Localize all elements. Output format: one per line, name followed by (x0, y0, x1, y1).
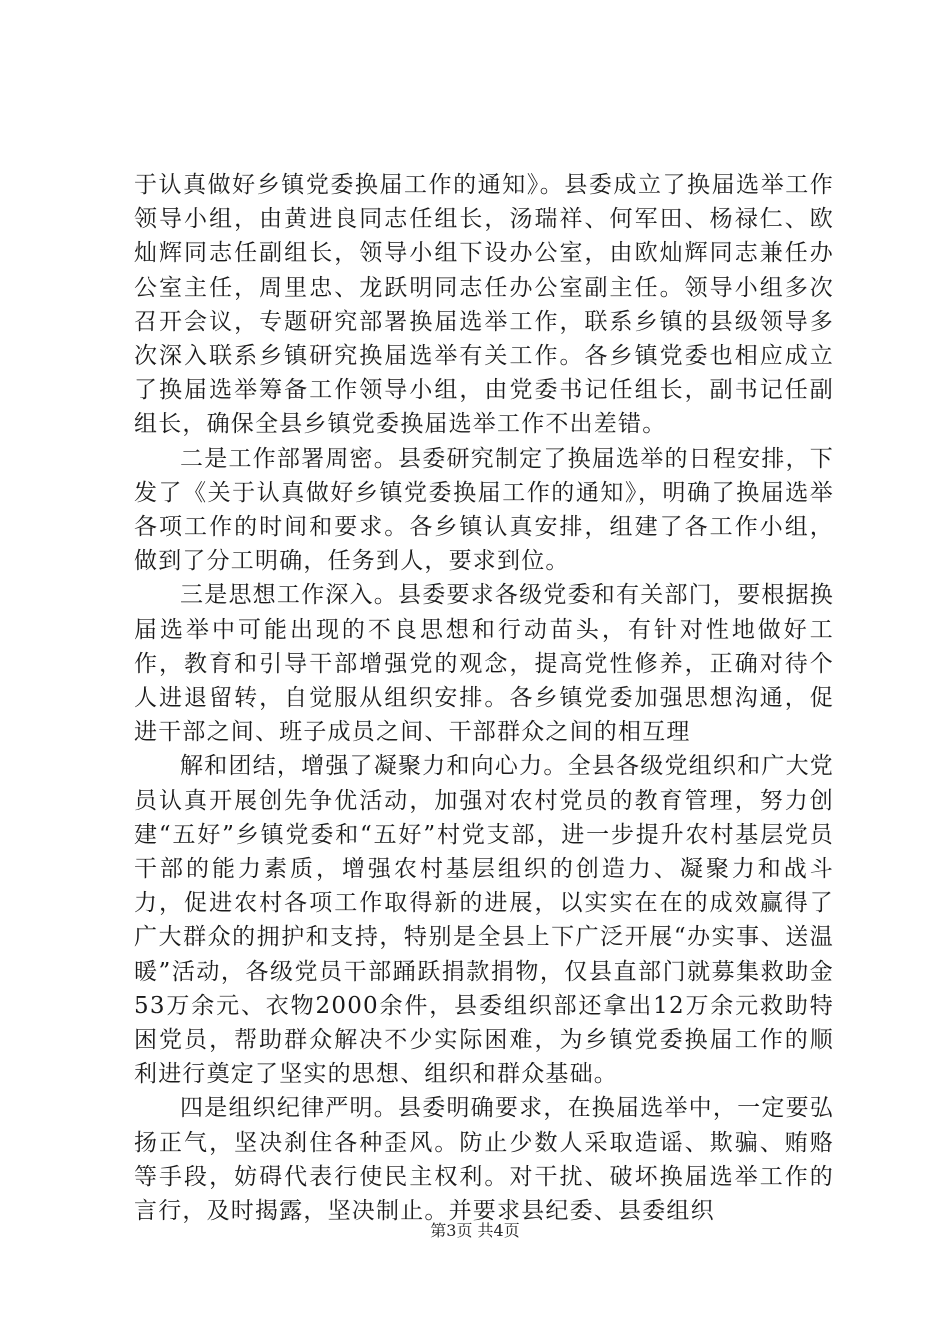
paragraph-ideological-work: 三是思想工作深入。县委要求各级党委和有关部门，要根据换届选举中可能出现的不良思想和行动苗头，有针对性地做好工作，教育和引导干部增强党的观念，提高党性修养，正确对待个人进退留转，自觉服从组织安排。各乡镇党委加强思想沟通，促进干部之间、班子成员之间、干部群众之间的相互理 (134, 582, 834, 746)
paragraph-continuation: 于认真做好乡镇党委换届工作的通知》。县委成立了换届选举工作领导小组，由黄进良同志任组长，汤瑞祥、何军田、杨禄仁、欧灿辉同志任副组长，领导小组下设办公室，由欧灿辉同志兼任办公室主任，周里忠、龙跃明同志任办公室副主任。领导小组多次召开会议，专题研究部署换届选举工作，联系乡镇的县级领导多次深入联系乡镇研究换届选举有关工作。各乡镇党委也相应成立了换届选举筹备工作领导小组，由党委书记任组长，副书记任副组长，确保全县乡镇党委换届选举工作不出差错。 (134, 172, 834, 438)
paragraph-unity: 解和团结，增强了凝聚力和向心力。全县各级党组织和广大党员认真开展创先争优活动，加强对农村党员的教育管理，努力创建“五好”乡镇党委和“五好”村党支部，进一步提升农村基层党员干部的能力素质，增强农村基层组织的创造力、凝聚力和战斗力，促进农村各项工作取得新的进展，以实实在在的成效赢得了广大群众的拥护和支持，特别是全县上下广泛开展“办实事、送温暖”活动，各级党员干部踊跃捐款捐物，仅县直部门就募集救助金53万余元、衣物2000余件，县委组织部还拿出12万余元救助特困党员，帮助群众解决不少实际困难，为乡镇党委换届工作的顺利进行奠定了坚实的思想、组织和群众基础。 (134, 753, 834, 1088)
paragraph-work-deployment: 二是工作部署周密。县委研究制定了换届选举的日程安排，下发了《关于认真做好乡镇党委换届工作的通知》，明确了换届选举各项工作的时间和要求。各乡镇认真安排，组建了各工作小组，做到了分工明确，任务到人，要求到位。 (134, 445, 834, 575)
paragraph-discipline: 四是组织纪律严明。县委明确要求，在换届选举中，一定要弘扬正气，坚决刹住各种歪风。防止少数人采取造谣、欺骗、贿赂等手段，妨碍代表行使民主权利。对干扰、破坏换届选举工作的言行，及时揭露，坚决制止。并要求县纪委、县委组织 (134, 1095, 834, 1225)
document-body (134, 168, 834, 1228)
page-footer: 第3页 共4页 (430, 1221, 520, 1240)
